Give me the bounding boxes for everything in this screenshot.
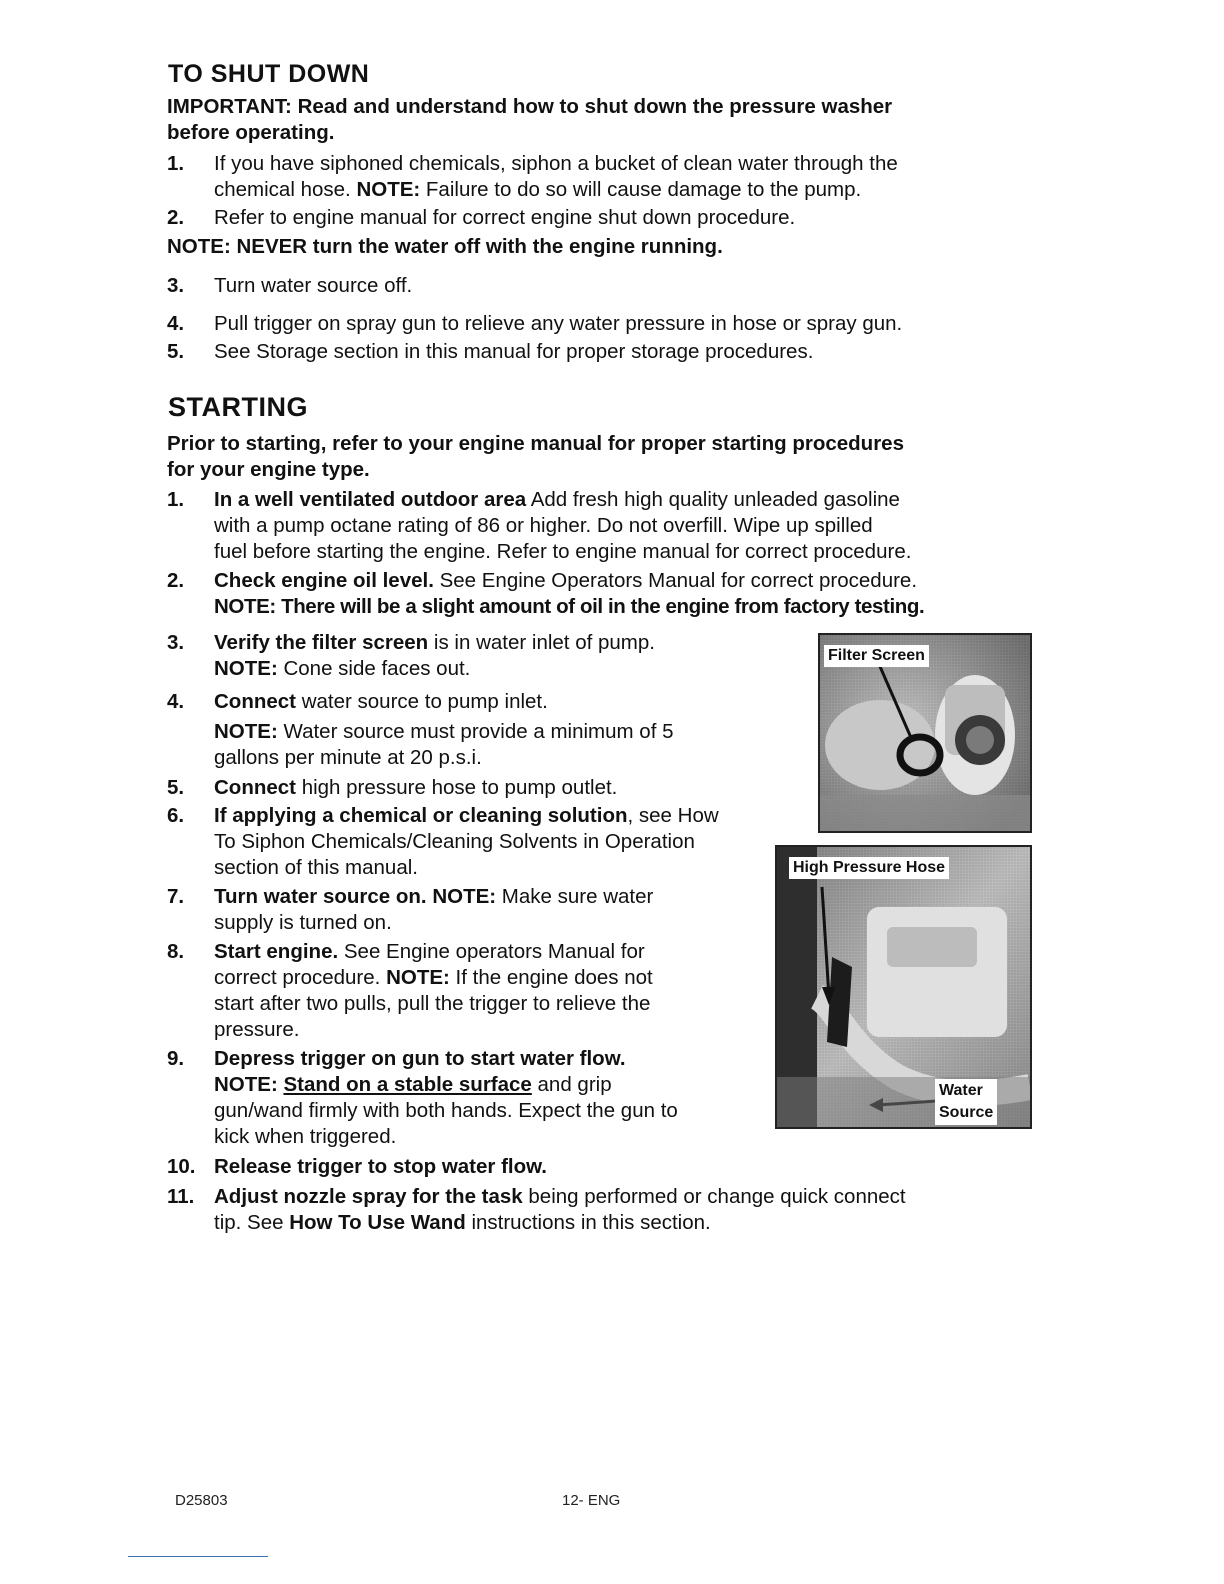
- starting-step-5: [167, 775, 617, 801]
- starting-step-4: [167, 689, 548, 715]
- document-id: D25803: [175, 1492, 228, 1509]
- step-number: 9.: [167, 1047, 185, 1070]
- step-text: To Siphon Chemicals/Cleaning Solvents in Operation: [214, 830, 695, 853]
- step-text: chemical hose.: [214, 178, 357, 201]
- step-number: 3.: [167, 631, 185, 654]
- step-bold: Start engine.: [214, 940, 339, 963]
- step-bold: Depress trigger on gun to start water flow.: [214, 1047, 626, 1070]
- step-text: is in water inlet of pump.: [428, 631, 655, 654]
- step-text: If the engine does not: [449, 966, 653, 989]
- step-number: 5.: [167, 776, 185, 799]
- starting-step-11: [167, 1184, 906, 1236]
- step-text: Make sure water: [496, 885, 654, 908]
- step-number: 10.: [167, 1155, 196, 1178]
- step-text: Turn water source off.: [214, 274, 413, 297]
- step-bold: Release trigger to stop water flow.: [214, 1155, 548, 1178]
- note-label: NOTE:: [214, 657, 278, 680]
- shutdown-step-4: [167, 311, 902, 337]
- important-line-2: before operating.: [167, 121, 335, 144]
- shutdown-step-3: [167, 273, 412, 299]
- starting-step-3: [167, 630, 655, 682]
- step-bold: Connect: [214, 690, 296, 713]
- filter-screen-photo: [818, 633, 1032, 833]
- intro-line-1: Prior to starting, refer to your engine manual for proper starting procedures: [167, 432, 904, 455]
- intro-line-2: for your engine type.: [167, 458, 370, 481]
- step-text: start after two pulls, pull the trigger to relieve the: [214, 992, 651, 1015]
- step-text: section of this manual.: [214, 856, 418, 879]
- step-number: 11.: [167, 1185, 195, 1208]
- starting-heading: STARTING: [168, 392, 308, 422]
- starting-step-9: [167, 1046, 678, 1150]
- step-text: Failure to do so will cause damage to the pump.: [420, 178, 862, 201]
- step-bold: Adjust nozzle spray for the task: [214, 1185, 523, 1208]
- step-text: and grip: [531, 1073, 612, 1096]
- step-text: See Engine operators Manual for: [338, 940, 645, 963]
- step-text: gun/wand firmly with both hands. Expect the gun to: [214, 1099, 678, 1122]
- step-text: pressure.: [214, 1018, 300, 1041]
- step-text: tip. See: [214, 1211, 290, 1234]
- starting-step-7: [167, 884, 653, 936]
- step-text: Refer to engine manual for correct engine shut down procedure.: [214, 206, 796, 229]
- shutdown-important: [167, 94, 892, 146]
- step-text: Add fresh high quality unleaded gasoline: [526, 488, 900, 511]
- shutdown-step-2: [167, 205, 795, 231]
- step-number: 2.: [167, 206, 185, 229]
- step-text: kick when triggered.: [214, 1125, 397, 1148]
- water-label-line-2: Source: [939, 1104, 994, 1121]
- water-source-label: [935, 1079, 997, 1125]
- step-number: 1.: [167, 488, 185, 511]
- step-number: 1.: [167, 152, 185, 175]
- high-pressure-hose-photo: [775, 845, 1032, 1129]
- step-bold: How To Use Wand: [289, 1211, 466, 1234]
- step-number: 2.: [167, 569, 185, 592]
- shutdown-note: NOTE: NEVER turn the water off with the engine running.: [167, 235, 723, 258]
- step-number: 4.: [167, 690, 185, 713]
- important-line-1: IMPORTANT: Read and understand how to shut down the pressure washer: [167, 95, 893, 118]
- step-bold: If applying a chemical or cleaning solution: [214, 804, 628, 827]
- step-text: See Engine Operators Manual for correct procedure.: [433, 569, 918, 592]
- shutdown-heading: TO SHUT DOWN: [168, 60, 370, 88]
- step-text: Pull trigger on spray gun to relieve any water pressure in hose or spray gun.: [214, 312, 903, 335]
- step-note: NOTE: There will be a slight amount of oil in the engine from factory testing.: [214, 595, 925, 618]
- shutdown-step-5: [167, 339, 813, 365]
- step-text: fuel before starting the engine. Refer to engine manual for correct procedure.: [214, 540, 912, 563]
- starting-step-6: [167, 803, 719, 881]
- step-text: correct procedure.: [214, 966, 387, 989]
- starting-step-2: [167, 568, 924, 620]
- step-text: Cone side faces out.: [277, 657, 471, 680]
- filter-screen-label: Filter Screen: [824, 645, 929, 667]
- step-number: 4.: [167, 312, 185, 335]
- note-label: NOTE:: [386, 966, 450, 989]
- note-label: NOTE:: [214, 1073, 284, 1096]
- step-text: being performed or change quick connect: [522, 1185, 906, 1208]
- note-label: NOTE:: [356, 178, 421, 201]
- step-text: Water source must provide a minimum of 5: [277, 720, 674, 743]
- page-number: 12- ENG: [562, 1492, 621, 1509]
- step-bold: Check engine oil level.: [214, 569, 434, 592]
- step-text: with a pump octane rating of 86 or higher. Do not overfill. Wipe up spilled: [214, 514, 873, 537]
- step-number: 7.: [167, 885, 185, 908]
- starting-step-10: [167, 1154, 547, 1180]
- step-text: high pressure hose to pump outlet.: [296, 776, 618, 799]
- step-bold: In a well ventilated outdoor area: [214, 488, 527, 511]
- water-label-line-1: Water: [939, 1082, 983, 1099]
- bottom-rule: [128, 1556, 268, 1557]
- note-label: NOTE:: [214, 720, 278, 743]
- step-text: water source to pump inlet.: [296, 690, 548, 713]
- step-text: , see How: [627, 804, 719, 827]
- step-bold: Turn water source on. NOTE:: [214, 885, 497, 908]
- note-underlined: Stand on a stable surface: [283, 1073, 532, 1096]
- starting-intro: [167, 431, 904, 483]
- step-number: 5.: [167, 340, 185, 363]
- step-text: instructions in this section.: [465, 1211, 711, 1234]
- step-text: See Storage section in this manual for proper storage procedures.: [214, 340, 814, 363]
- step-number: 8.: [167, 940, 185, 963]
- high-pressure-hose-label: High Pressure Hose: [789, 857, 949, 879]
- step-bold: Connect: [214, 776, 296, 799]
- shutdown-step-1: [167, 151, 898, 203]
- step-bold: Verify the filter screen: [214, 631, 429, 654]
- step-number: 3.: [167, 274, 185, 297]
- starting-step-8: [167, 939, 653, 1043]
- starting-step-1: [167, 487, 911, 565]
- starting-step-4-note: [214, 719, 674, 771]
- step-number: 6.: [167, 804, 185, 827]
- step-text: If you have siphoned chemicals, siphon a bucket of clean water through the: [214, 152, 898, 175]
- step-text: gallons per minute at 20 p.s.i.: [214, 746, 482, 769]
- step-text: supply is turned on.: [214, 911, 392, 934]
